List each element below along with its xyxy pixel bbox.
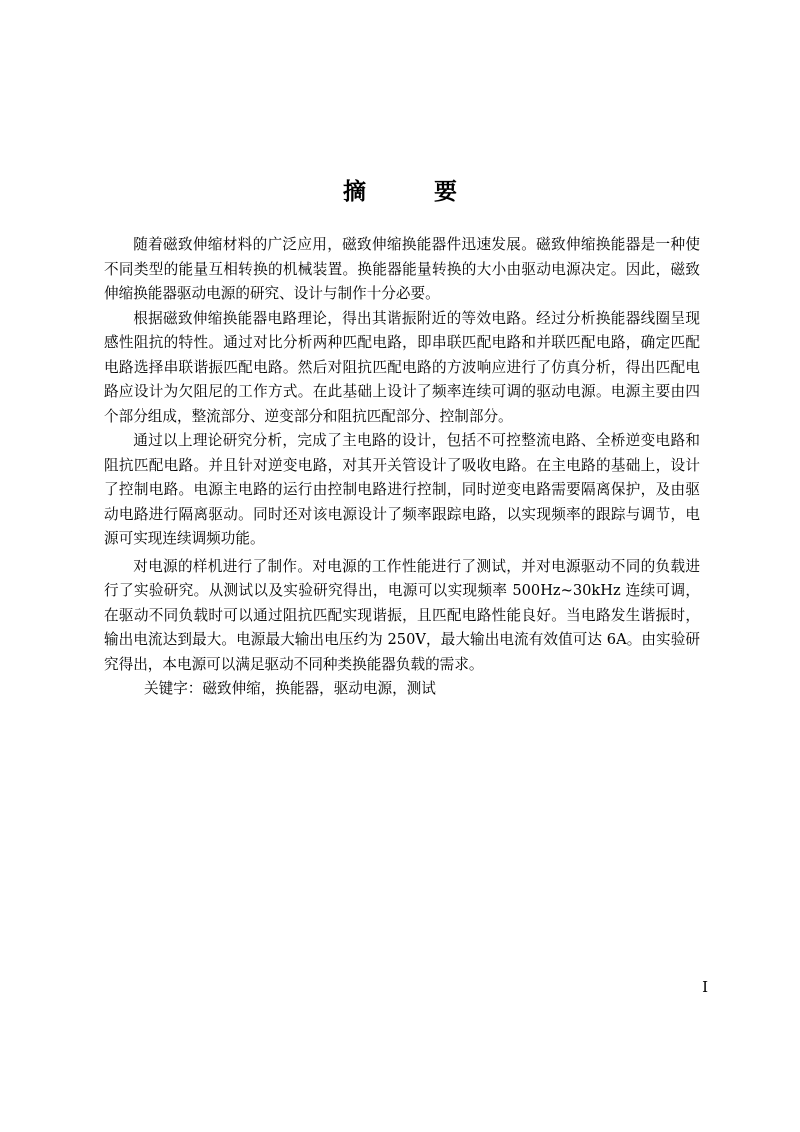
- abstract-paragraph-2: 根据磁致伸缩换能器电路理论，得出其谐振附近的等效电路。经过分析换能器线圈呈现感性阻抗的特性。通过对比分析两种匹配电路，即串联匹配电路和并联匹配电路，确定匹配电路选择串联谐振匹配电路。然后对阻抗匹配电路的方波响应进行了仿真分析，得出匹配电路应设计为欠阻尼的工作方式。在此基础上设计了频率连续可调的驱动电源。电源主要由四个部分组成，整流部分、逆变部分和阻抗匹配部分、控制部分。: [104, 309, 700, 425]
- page-number: I: [702, 978, 708, 996]
- abstract-paragraph-3: 通过以上理论研究分析，完成了主电路的设计，包括不可控整流电路、全桥逆变电路和阻抗匹配电路。并且针对逆变电路，对其开关管设计了吸收电路。在主电路的基础上，设计了控制电路。电源主电路的运行由控制电路进行控制，同时逆变电路需要隔离保护，及由驱动电路进行隔离驱动。同时还对该电源设计了频率跟踪电路，以实现频率的跟踪与调节，电源可实现连续调频功能。: [104, 432, 700, 547]
- abstract-body: [104, 233, 700, 702]
- abstract-paragraph-4: 对电源的样机进行了制作。对电源的工作性能进行了测试，并对电源驱动不同的负载进行了实验研究。从测试以及实验研究得出，电源可以实现频率 500Hz~30kHz 连续可调，在驱动不同负载时可以通过阻抗匹配实现谐振，且匹配电路性能良好。当电路发生谐振时，输出电流达到最大。电源最大输出电压约为 250V，最大输出电流有效值可达 6A。由实验研究得出，本电源可以满足驱动不同种类换能器负载的需求。: [104, 557, 700, 673]
- abstract-title: 摘 要: [342, 179, 487, 205]
- keywords-line: 关键字：磁致伸缩，换能器，驱动电源，测试: [144, 680, 436, 697]
- abstract-paragraph-1: 随着磁致伸缩材料的广泛应用，磁致伸缩换能器件迅速发展。磁致伸缩换能器是一种使不同类型的能量互相转换的机械装置。换能器能量转换的大小由驱动电源决定。因此，磁致伸缩换能器驱动电源的研究、设计与制作十分必要。: [104, 236, 700, 302]
